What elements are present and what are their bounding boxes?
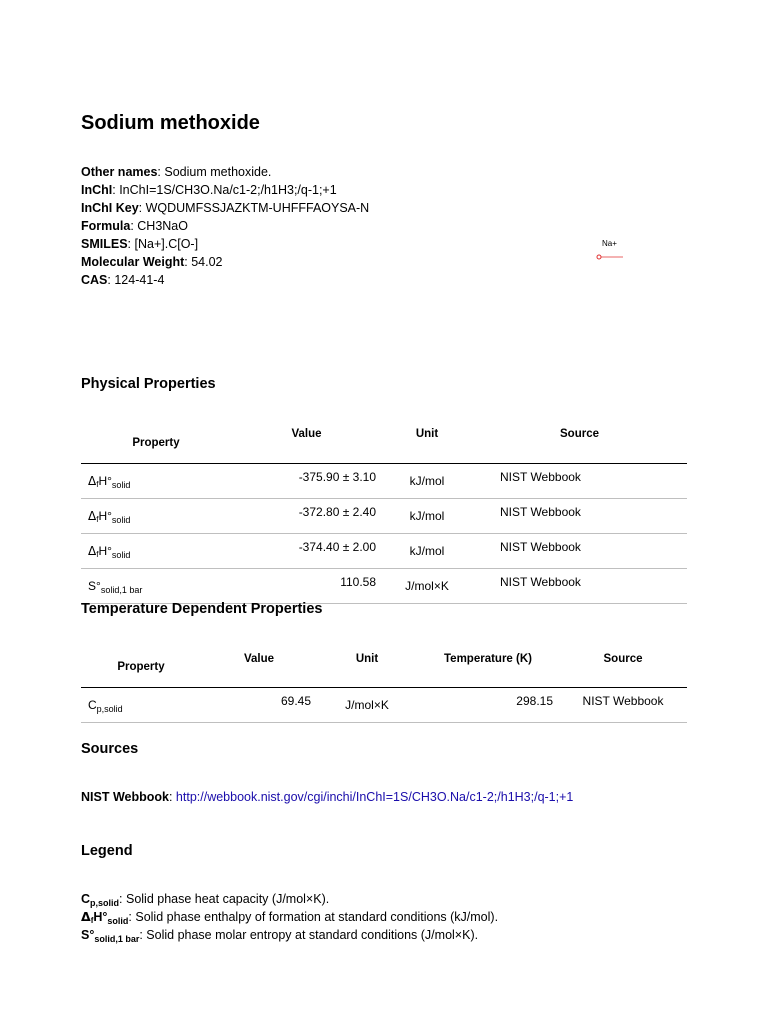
property-subscript: solid — [111, 515, 131, 525]
property-subscript: p,solid — [96, 704, 123, 714]
property-subscript-f: f — [96, 515, 99, 524]
legend-symbol-subscript-f: f — [90, 916, 94, 925]
legend-item-enthalpy — [81, 908, 498, 926]
value-cell: -372.80 ± 2.40 — [231, 499, 382, 534]
property-cell — [81, 688, 201, 723]
property-symbol: H° — [98, 509, 112, 523]
value-cell: -375.90 ± 3.10 — [231, 464, 382, 499]
unit-cell: J/mol×K — [382, 569, 472, 604]
cas-label: CAS — [81, 273, 108, 287]
property-subscript-f: f — [96, 480, 99, 489]
smiles-label: SMILES — [81, 237, 128, 251]
property-cell — [81, 534, 231, 569]
legend-symbol: H° — [93, 910, 108, 924]
formula-value: CH3NaO — [137, 219, 188, 233]
legend-text: : Solid phase heat capacity (J/mol×K). — [119, 892, 330, 906]
table-row — [81, 534, 687, 569]
property-symbol: H° — [98, 474, 112, 488]
molecule-structure-image — [592, 236, 632, 266]
source-cell: NIST Webbook — [472, 534, 687, 569]
column-header-property: Property — [81, 418, 231, 464]
source-cell: NIST Webbook — [472, 499, 687, 534]
cas-line: CAS: 124-41-4 — [81, 273, 165, 287]
temperature-cell: 298.15 — [417, 688, 559, 723]
table-row — [81, 464, 687, 499]
cas-value: 124-41-4 — [114, 273, 165, 287]
legend-item-heat-capacity — [81, 890, 329, 908]
table-row — [81, 688, 687, 723]
legend-symbol: S° — [81, 928, 95, 942]
value-cell: -374.40 ± 2.00 — [231, 534, 382, 569]
property-subscript-f: f — [96, 550, 99, 559]
inchi-key-line: InChI Key: WQDUMFSSJAZKTM-UHFFFAOYSA-N — [81, 201, 370, 215]
property-symbol: H° — [98, 544, 112, 558]
sodium-ion-label: Na+ — [602, 239, 617, 248]
table-header-row — [81, 643, 687, 688]
property-subscript: solid — [111, 480, 131, 490]
physical-properties-heading: Physical Properties — [81, 376, 216, 392]
other-names-value: Sodium methoxide. — [164, 165, 272, 179]
sources-heading: Sources — [81, 741, 139, 757]
inchi-label: InChI — [81, 183, 113, 197]
unit-cell: kJ/mol — [382, 499, 472, 534]
property-cell — [81, 464, 231, 499]
inchi-value: InChI=1S/CH3O.Na/c1-2;/h1H3;/q-1;+1 — [119, 183, 337, 197]
column-header-value: Value — [231, 418, 382, 464]
delta-symbol: Δ — [88, 474, 97, 488]
oxygen-atom-mark — [597, 255, 601, 259]
inchi-key-label: InChI Key — [81, 201, 139, 215]
molecular-weight-label: Molecular Weight — [81, 255, 185, 269]
legend-heading: Legend — [81, 843, 133, 859]
molecular-weight-line: Molecular Weight: 54.02 — [81, 255, 223, 269]
property-subscript: solid,1 bar — [100, 585, 143, 595]
source-label: NIST Webbook — [81, 790, 169, 804]
delta-symbol: Δ — [88, 544, 97, 558]
column-header-value: Value — [201, 643, 317, 688]
source-link[interactable]: http://webbook.nist.gov/cgi/inchi/InChI=1S/CH3O.Na/c1-2;/h1H3;/q-1;+1 — [175, 790, 574, 804]
formula-label: Formula — [81, 219, 131, 233]
smiles-line: SMILES: [Na+].C[O-] — [81, 237, 199, 251]
legend-item-entropy — [81, 926, 478, 944]
page-title: Sodium methoxide — [81, 112, 260, 134]
legend-symbol-subscript: p,solid — [90, 898, 120, 908]
column-header-temperature: Temperature (K) — [417, 643, 559, 688]
source-cell: NIST Webbook — [559, 688, 687, 723]
property-symbol: S° — [88, 579, 101, 593]
unit-cell: kJ/mol — [382, 464, 472, 499]
delta-symbol: Δ — [81, 909, 91, 924]
source-cell: NIST Webbook — [472, 464, 687, 499]
delta-symbol: Δ — [88, 509, 97, 523]
temperature-properties-table — [81, 643, 687, 723]
value-cell: 69.45 — [201, 688, 317, 723]
column-header-unit: Unit — [382, 418, 472, 464]
property-subscript: solid — [111, 550, 131, 560]
legend-text: : Solid phase molar entropy at standard conditions (J/mol×K). — [139, 928, 479, 942]
property-cell — [81, 569, 231, 604]
table-row — [81, 569, 687, 604]
other-names-label: Other names — [81, 165, 158, 179]
temperature-properties-heading: Temperature Dependent Properties — [81, 601, 323, 617]
inchi-key-value: WQDUMFSSJAZKTM-UHFFFAOYSA-N — [145, 201, 370, 215]
column-header-property: Property — [81, 643, 201, 688]
formula-line: Formula: CH3NaO — [81, 219, 188, 233]
property-symbol: C — [88, 698, 97, 712]
legend-text: : Solid phase enthalpy of formation at standard conditions (kJ/mol). — [128, 910, 499, 924]
smiles-value: [Na+].C[O-] — [134, 237, 199, 251]
property-cell — [81, 499, 231, 534]
legend-symbol-subscript: solid,1 bar — [94, 934, 140, 944]
table-row — [81, 499, 687, 534]
inchi-line: InChI: InChI=1S/CH3O.Na/c1-2;/h1H3;/q-1;+1 — [81, 183, 337, 197]
unit-cell: J/mol×K — [317, 688, 417, 723]
source-cell: NIST Webbook — [472, 569, 687, 604]
legend-symbol: C — [81, 892, 91, 906]
table-header-row — [81, 418, 687, 464]
column-header-source: Source — [472, 418, 687, 464]
physical-properties-table — [81, 418, 687, 604]
column-header-unit: Unit — [317, 643, 417, 688]
source-entry: NIST Webbook: http://webbook.nist.gov/cgi/inchi/InChI=1S/CH3O.Na/c1-2;/h1H3;/q-1;+1 — [81, 790, 574, 804]
legend-symbol-subscript: solid — [107, 916, 129, 926]
other-names-line: Other names: Sodium methoxide. — [81, 165, 272, 179]
unit-cell: kJ/mol — [382, 534, 472, 569]
value-cell: 110.58 — [231, 569, 382, 604]
column-header-source: Source — [559, 643, 687, 688]
molecular-weight-value: 54.02 — [191, 255, 223, 269]
